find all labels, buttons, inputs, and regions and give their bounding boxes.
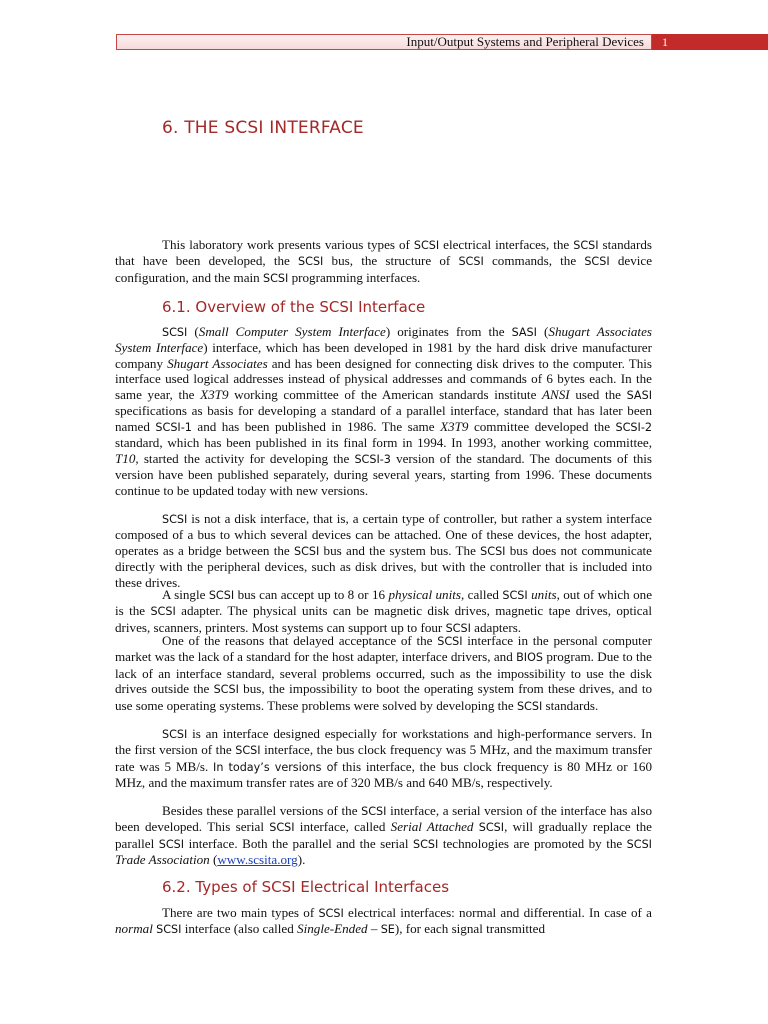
chapter-title: 6. THE SCSI INTERFACE (162, 118, 364, 138)
overview-paragraph-2: SCSI is not a disk interface, that is, a certain type of controller, but rather a system interface composed of a bus to which several devices can be attached. One of these devices, the host adapter, operates as a bridge between the SCSI bus and the system bus. The SCSI bus does not communicate directly with the peripheral devices, such as disk drives, but with the controller that is included into these drives. (115, 511, 652, 590)
overview-paragraph-3: A single SCSI bus can accept up to 8 or 16 physical units, called SCSI units, out of which one is the SCSI adapter. The physical units can be magnetic disk drives, magnetic tape drives, optical drives, scanners, printers. Most systems can support up to four SCSI adapters. (115, 587, 653, 635)
overview-paragraph-6: Besides these parallel versions of the SCSI interface, a serial version of the interface has also been developed. This serial SCSI interface, called Serial Attached SCSI, will gradually replace the parallel SCSI interface. Both the parallel and the serial SCSI technologies are promoted by the SCSI Trade Association (www.scsita.org). (115, 803, 652, 868)
overview-paragraph-5: SCSI is an interface designed especially for workstations and high-performance servers. In the first version of the SCSI interface, the bus clock frequency was 5 MHz, and the maximum transfer rate was 5 MB/s. In today’s versions of this interface, the bus clock frequency is 80 MHz or 160 MHz, and the maximum transfer rates are of 320 MB/s and 640 MB/s, respectively. (115, 726, 652, 791)
header-page-number-block (652, 34, 768, 50)
page-number: 1 (662, 35, 668, 49)
types-paragraph-1: There are two main types of SCSI electrical interfaces: normal and differential. In case of a normal SCSI interface (also called Single-Ended – SE), for each signal transmitted (115, 905, 652, 937)
section-title-overview: 6.1. Overview of the SCSI Interface (162, 298, 426, 316)
overview-paragraph-4: One of the reasons that delayed acceptance of the SCSI interface in the personal computer market was the lack of a standard for the host adapter, interface drivers, and BIOS program. Due to the lack of an interface standard, several problems occurred, such as the impossibility to use the disk drives outside the SCSI bus, the impossibility to boot the operating system from these drives, and to use some operating systems. These problems were solved by developing the SCSI standards. (115, 633, 653, 713)
overview-paragraph-1: SCSI (Small Computer System Interface) originates from the SASI (Shugart Associates System Interface) interface, which has been developed in 1981 by the hard disk drive manufacturer company Shugart Associates and has been designed for connecting disk drives to the computer. This interface used logical addresses instead of physical addresses and commands of 6 bytes each. In the same year, the X3T9 working committee of the American standards institute ANSI used the SASI specifications as basis for developing a standard of a parallel interface, standard that has later been named SCSI-1 and has been published in 1986. The same X3T9 committee developed the SCSI-2 standard, which has been published in its final form in 1994. In 1993, another working committee, T10, started the activity for developing the SCSI-3 version of the standard. The documents of this version have been published separately, during several years, starting from 1996. These documents continue to be updated today with new versions. (115, 324, 652, 498)
header-title: Input/Output Systems and Peripheral Devices (406, 34, 644, 49)
scsita-link[interactable]: www.scsita.org (217, 852, 298, 868)
intro-paragraph: This laboratory work presents various types of SCSI electrical interfaces, the SCSI standards that have been developed, the SCSI bus, the structure of SCSI commands, the SCSI device configuration, and the main SCSI programming interfaces. (115, 237, 653, 285)
section-title-types: 6.2. Types of SCSI Electrical Interfaces (162, 878, 450, 896)
